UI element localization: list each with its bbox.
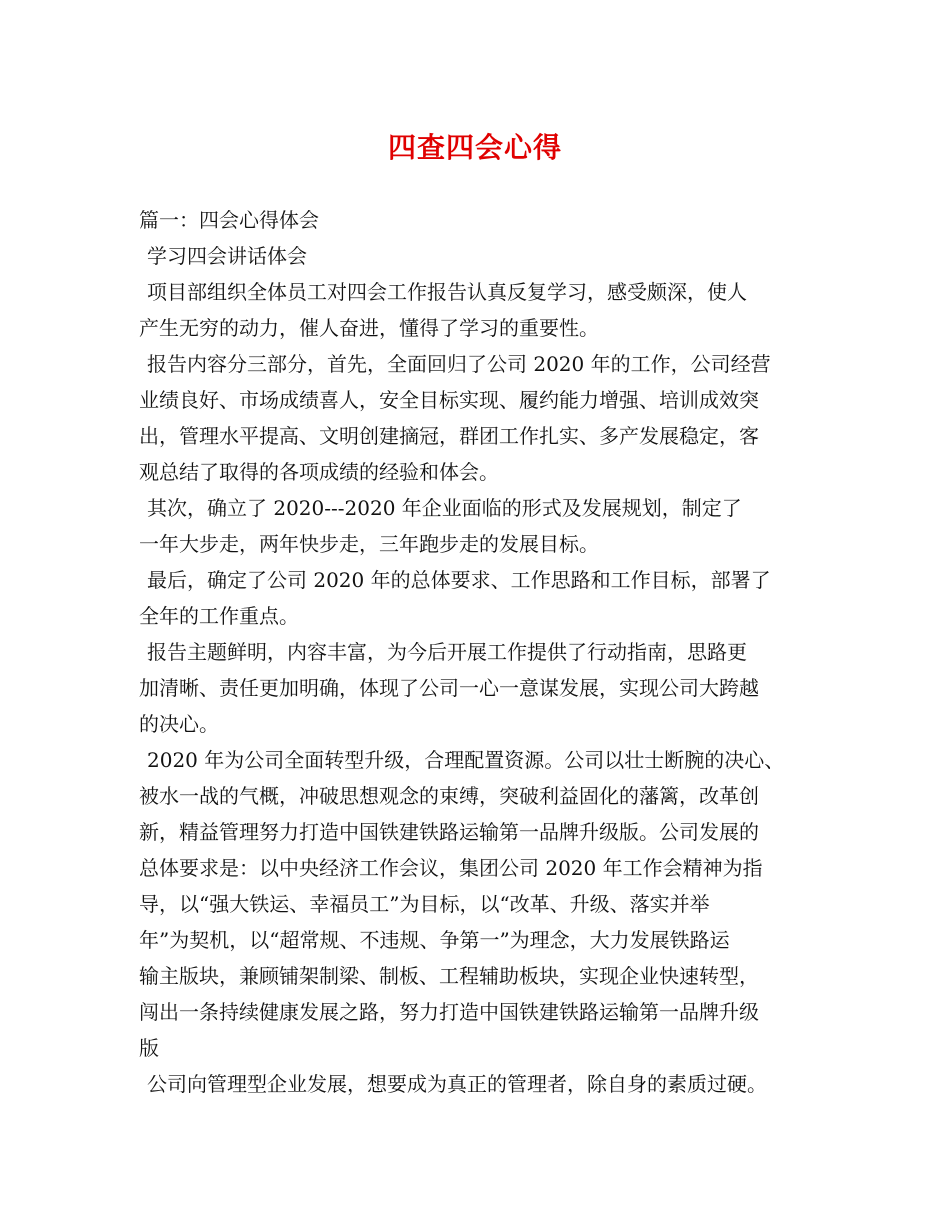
- text-line: 导，以“强大铁运、幸福员工”为目标，以“改革、升级、落实并举: [139, 892, 710, 916]
- text-line: 一年大步走，两年快步走，三年跑步走的发展目标。: [139, 532, 599, 556]
- text-line: 闯出一条持续健康发展之路，努力打造中国铁建铁路运输第一品牌升级: [139, 1000, 759, 1024]
- text-line: 产生无穷的动力，催人奋进，懂得了学习的重要性。: [139, 316, 599, 340]
- text-line: 加清晰、责任更加明确，体现了公司一心一意谋发展，实现公司大跨越: [139, 676, 759, 700]
- text-line: 版: [139, 1036, 159, 1060]
- text-line: 全年的工作重点。: [139, 604, 299, 628]
- text-line: 报告主题鲜明，内容丰富，为今后开展工作提供了行动指南，思路更: [147, 640, 747, 664]
- text-line: 总体要求是：以中央经济工作会议，集团公司 2020 年工作会精神为指: [139, 856, 763, 880]
- text-line: 被水一战的气概，冲破思想观念的束缚，突破利益固化的藩篱，改革创: [139, 784, 759, 808]
- text-line: 业绩良好、市场成绩喜人，安全目标实现、履约能力增强、培训成效突: [139, 388, 759, 412]
- text-line: 的决心。: [139, 712, 219, 736]
- text-line: 其次，确立了 2020---2020 年企业面临的形式及发展规划，制定了: [147, 496, 742, 520]
- text-line: 报告内容分三部分，首先，全面回归了公司 2020 年的工作，公司经营: [147, 352, 771, 376]
- text-line: 公司向管理型企业发展，想要成为真正的管理者，除自身的素质过硬。: [147, 1072, 767, 1096]
- text-line: 篇一：四会心得体会: [139, 208, 319, 232]
- text-line: 观总结了取得的各项成绩的经验和体会。: [139, 460, 499, 484]
- text-line: 输主版块，兼顾铺架制梁、制板、工程辅助板块，实现企业快速转型，: [139, 964, 759, 988]
- document-title: 四查四会心得: [387, 131, 562, 164]
- text-line: 最后，确定了公司 2020 年的总体要求、工作思路和工作目标，部署了: [147, 568, 771, 592]
- text-line: 出，管理水平提高、文明创建摘冠，群团工作扎实、多产发展稳定，客: [139, 424, 759, 448]
- text-line: 新，精益管理努力打造中国铁建铁路运输第一品牌升级版。公司发展的: [139, 820, 759, 844]
- text-line: 2020 年为公司全面转型升级，合理配置资源。公司以壮士断腕的决心、: [147, 748, 785, 772]
- document-body: [139, 202, 829, 1102]
- text-line: 年”为契机，以“超常规、不违规、争第一”为理念，大力发展铁路运: [139, 928, 730, 952]
- text-line: 项目部组织全体员工对四会工作报告认真反复学习，感受颇深，使人: [147, 280, 747, 304]
- text-line: 学习四会讲话体会: [147, 244, 307, 268]
